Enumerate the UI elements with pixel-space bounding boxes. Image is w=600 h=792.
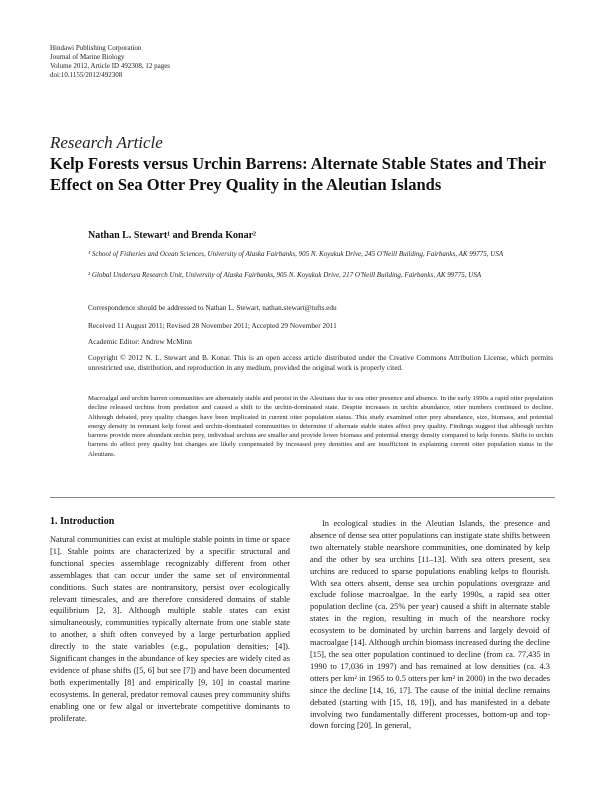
abstract: Macroalgal and urchin barren communities are alternately stable and persist in the Aleutians due to sea otter presence and absence. In the early 1990s a rapid otter population decline released urchins from predation and caused a shift to the urchin-dominated state. Despite increases in urchin abundance, otter numbers continued to decline. Although debated, prey quality changes have been implicated in current otter population status. This study examined otter prey abundance, size, biomass, and potential energy density in remnant kelp forest and urchin-dominated communities to determine if alternate stable states affect prey quality. Findings suggest that although urchin barrens provide more abundant urchin prey, individual urchins are smaller and provide lower biomass and potential energy density compared to kelp forests. Shifts to urchin barrens do affect prey quality but changes are likely compensated by increased prey densities and are insufficient in explaining current otter population status in the Aleutians. <box>88 395 553 458</box>
journal-name: Journal of Marine Biology <box>50 53 125 61</box>
paragraph: Natural communities can exist at multiple stable points in time or space [1]. Stable points are characterized by a specific structural and functional species assemblage recognizably different from other assemblages that can occur under the same set of environmental conditions. Such states are nontransitory, persist over ecologically relevant timescales, and are therefore considered domains of stable equilibrium [2, 3]. Although multiple stable states can exist simultaneously, communities typically alternate from one stable state to another, a shift often conveyed by a large perturbation applied directly to the state variables (e.g., population densities; [4]). Significant changes in the abundance of key species are widely cited as evidence of phase shifts ([5, 6] but see [7]) and have been documented both experimentally [8] and empirically [9, 10] in coastal marine ecosystems. In general, predator removal causes prey community shifts enabling one or few algal or invertebrate competitive dominants to proliferate. <box>50 535 290 723</box>
author-list: Nathan L. Stewart¹ and Brenda Konar² <box>88 230 257 241</box>
volume-line: Volume 2012, Article ID 492308, 12 pages <box>50 62 171 70</box>
journal-meta <box>50 44 170 80</box>
article-type: Research Article <box>50 133 163 152</box>
affiliation-1: ¹ School of Fisheries and Ocean Sciences, University of Alaska Fairbanks, 905 N. Koyukuk Drive, 245 O'Neill Building, Fairbanks, AK 99775, USA <box>88 250 504 258</box>
correspondence-line: Correspondence should be addressed to Nathan L. Stewart, nathan.stewart@tufts.edu <box>88 303 337 312</box>
section-divider <box>50 497 555 498</box>
affiliation-2: ² Global Undersea Research Unit, University of Alaska Fairbanks, 905 N. Koyukuk Drive, 217 O'Neill Building, Fairbanks, AK 99775, USA <box>88 271 482 279</box>
publisher-line: Hindawi Publishing Corporation <box>50 44 142 52</box>
editor-line: Academic Editor: Andrew McMinn <box>88 337 192 346</box>
body-column-right <box>310 518 550 732</box>
dates-line: Received 11 August 2011; Revised 28 November 2011; Accepted 29 November 2011 <box>88 321 337 330</box>
article-title: Kelp Forests versus Urchin Barrens: Alternate Stable States and Their Effect on Sea Otter Prey Quality in the Aleutian Islands <box>50 154 546 194</box>
section-heading-introduction: 1. Introduction <box>50 516 115 527</box>
doi-line: doi:10.1155/2012/492308 <box>50 71 123 79</box>
copyright-notice: Copyright © 2012 N. L. Stewart and B. Konar. This is an open access article distributed under the Creative Commons Attribution License, which permits unrestricted use, distribution, and reproduction in any medium, provided the original work is properly cited. <box>88 353 553 372</box>
paragraph: In ecological studies in the Aleutian Islands, the presence and absence of dense sea otter populations can instigate state shifts between two alternately stable nearshore communities, one dominated by kelp and the other by sea urchins [11–13]. With sea otters present, sea urchins are reduced to sparse populations enabling kelps to flourish. With sea otters absent, dense sea urchin populations overgraze and exclude foliose macroalgae. In the early 1990s, a rapid sea otter population decline (ca. 25% per year) caused a shift in alternate stable states in the region, resulting in much of the nearshore rocky ecosystem to be dominated by urchin barrens and largely devoid of macroalgae [14]. Although urchin biomass increased during the decline [15], the sea otter population continued to decline (from ca. 77,435 in 1990 to 17,036 in 1997) and has remained at low densities (ca. 4.3 otters per km² in 1965 to 0.5 otters per km² in 2000) in the two decades since the decline [14, 16, 17]. The cause of the initial decline remains debated (starting with [15, 18, 19]), and has manifested in a debate involving two fundamentally different processes, bottom-up and top-down forcing [20]. In general, <box>310 519 551 731</box>
body-column-left <box>50 534 290 725</box>
